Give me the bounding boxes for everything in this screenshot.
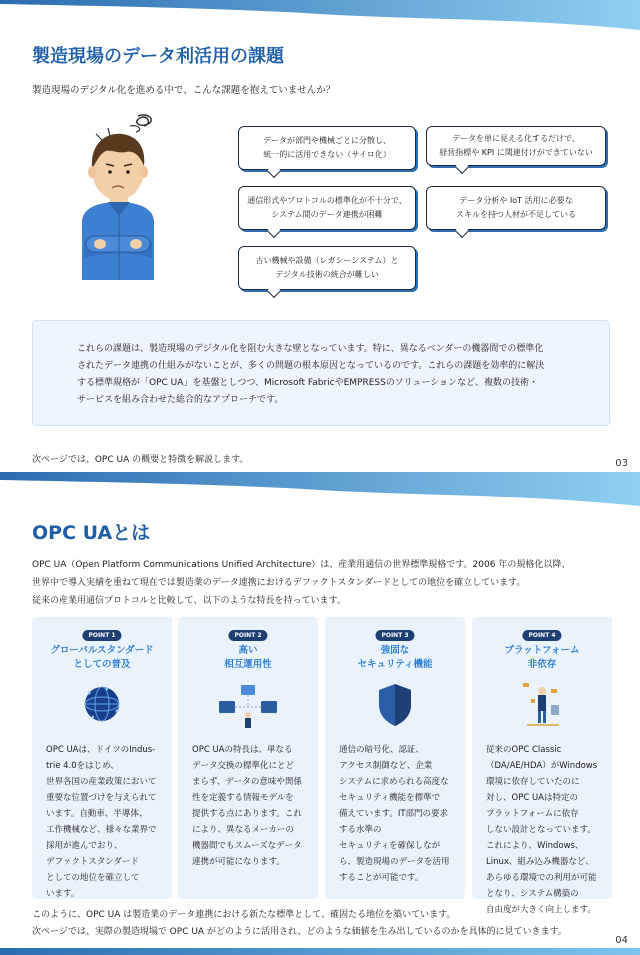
card-text-line: となり、システム構築の (486, 889, 579, 899)
point-badge: POINT 2 (228, 630, 267, 641)
card-title (472, 644, 612, 672)
point-card-4 (472, 617, 612, 915)
page-04 (0, 472, 640, 955)
bubble-line: データを単に見える化するだけで、 (452, 134, 580, 143)
card-text-line: により、異なるメーカーの (192, 825, 294, 835)
page-number: 03 (615, 458, 628, 469)
page-title: 製造現場のデータ利活用の課題 (32, 46, 284, 67)
card-text-line: することが可能です。 (339, 873, 424, 883)
card-text-line: セキュリティ機能を標準で (339, 793, 441, 803)
connected-devices-icon (213, 679, 283, 729)
bubble-line: 統一的に活用できない（サイロ化） (263, 150, 391, 159)
page-title: OPC UAとは (32, 522, 151, 544)
card-text-line: （DA/AE/HDA）がWindows (486, 761, 598, 771)
point-card-1 (32, 617, 172, 899)
issue-bubble-silo (238, 126, 416, 170)
card-text-line: OPC UAは、ドイツのIndus- (46, 745, 156, 755)
card-text-line: 重要な位置づけを与えられて (46, 793, 157, 803)
card-text-line: デファクトスタンダード (46, 857, 139, 867)
card-text-line: アクセス制御など、企業 (339, 761, 433, 771)
card-text-line: システムに求められる高度な (339, 777, 449, 787)
bubble-line: 古い機械や設備（レガシーシステム）と (255, 256, 399, 265)
header-wave (0, 472, 640, 512)
card-title (32, 644, 172, 672)
card-text-line: まらず、データの意味や関係 (192, 777, 302, 787)
next-page-note: 次ページでは、実際の製造現場で OPC UA がどのように活用され、どのような価値を生み出しているのかを具体的に見ていきます。 (32, 927, 567, 937)
card-text-line: しない設計となっています。 (486, 825, 596, 835)
card-text-line: セキュリティを確保しなが (339, 841, 441, 851)
issue-bubble-protocol (238, 186, 416, 230)
footer-bar (0, 948, 640, 955)
card-text-line: 通信の暗号化、認証、 (339, 745, 425, 755)
globe-icon (67, 679, 137, 729)
card-text-line: する水準の (339, 825, 382, 835)
intro-line: 従来の産業用通信プロトコルと比較して、以下のような特長を持っています。 (32, 596, 346, 606)
summary-line: これらの課題は、製造現場のデジタル化を阻む大きな壁となっています。特に、異なるベンダーの機器間での標準化 (77, 344, 544, 354)
next-page-note: 次ページでは、OPC UA の概要と特徴を解説します。 (32, 455, 249, 465)
summary-box (32, 320, 610, 426)
card-text-line: プラットフォームに依存 (486, 809, 579, 819)
card-title-line: プラットフォーム (504, 645, 580, 656)
summary-line: サービスを組み合わせた総合的なアプローチです。 (77, 395, 284, 405)
card-text-line: 提供する点にあります。これ (192, 809, 302, 819)
card-title-line: 高い (238, 645, 258, 656)
card-text-line: 工作機械など、様々な業界で (46, 825, 157, 835)
issue-bubble-kpi (426, 126, 606, 166)
bubble-line: 通信形式やプロトコルの標準化が不十分で、 (247, 196, 407, 205)
header-wave (0, 0, 640, 40)
card-text-line: 機器間でもスムーズなデータ (192, 841, 302, 851)
card-text-line: としての地位を確立して (46, 873, 140, 883)
platform-person-icon (507, 679, 577, 729)
card-text-line: います。自動車、半導体、 (46, 809, 148, 819)
card-text-line: Linux、組み込み機器など、 (486, 857, 594, 867)
bubble-line: 経営指標や KPI に関連付けができていない (439, 148, 593, 157)
card-text-line: これにより、Windows、 (486, 841, 584, 851)
bubble-line: データ分析や IoT 活用に必要な (459, 196, 573, 205)
lead-text: 製造現場のデジタル化を進める中で、こんな課題を抱えていませんか？ (32, 85, 336, 96)
point-card-3 (325, 617, 465, 899)
card-text-line: あらゆる環境での利用が可能 (486, 873, 597, 883)
card-text-line: 世界各国の産業政策において (46, 777, 157, 787)
card-text (486, 742, 606, 918)
card-title-line: としての普及 (73, 659, 131, 670)
summary-line: する標準規格が「OPC UA」を基盤としつつ、Microsoft FabricやEMPRESSのソリューションなど、複数の技術・ (77, 378, 539, 388)
card-text-line: データ交換の標準化にとど (192, 761, 295, 771)
shield-icon (360, 679, 430, 729)
card-title-line: 強固な (380, 645, 410, 656)
page-03 (0, 0, 640, 472)
card-text-line: 連携が可能になります。 (192, 857, 285, 867)
card-text-line: 自由度が大きく向上します。 (486, 905, 596, 915)
card-text-line: 備えています。IT部門の要求 (339, 809, 449, 819)
card-text-line: 従来のOPC Classic (486, 745, 562, 755)
card-text-line: 対し、OPC UAは特定の (486, 793, 578, 803)
bubble-line: システム間のデータ連携が困難 (271, 210, 383, 219)
card-title (325, 644, 465, 672)
card-text-line: 環境に依存していたのに (486, 777, 580, 787)
card-text (192, 742, 312, 870)
point-badge: POINT 3 (375, 630, 414, 641)
card-title-line: 非依存 (527, 659, 557, 670)
card-title-line: 相互運用性 (224, 659, 272, 670)
bubble-line: データが部門や機械ごとに分散し、 (263, 136, 391, 145)
card-text-line: OPC UAの特長は、単なる (192, 745, 293, 755)
card-text-line: います。 (46, 889, 80, 899)
card-text (46, 742, 166, 902)
bubble-line: スキルを持つ人材が不足している (456, 210, 576, 219)
page-number: 04 (615, 935, 628, 946)
card-text-line: ら、製造現場のデータを活用 (339, 857, 450, 867)
intro-line: 世界中で導入実績を重ねて現在では製造業のデータ連携におけるデファクトスタンダードとしての地位を確立しています。 (32, 578, 526, 588)
point-badge: POINT 1 (82, 630, 121, 641)
point-card-2 (178, 617, 318, 899)
bubble-line: デジタル技術の統合が難しい (275, 270, 379, 279)
card-text-line: trie 4.0をはじめ、 (46, 761, 119, 771)
conclusion-text: このように、OPC UA は製造業のデータ連携における新たな標準として、確固たる地位を築いています。 (32, 910, 456, 920)
intro-line: OPC UA（Open Platform Communications Unified Architecture）は、産業用通信の世界標準規格です。2006 年の規格化以降、 (32, 560, 571, 570)
issue-bubble-legacy (238, 246, 416, 290)
card-text (339, 742, 459, 886)
point-badge: POINT 4 (522, 630, 561, 641)
card-title-line: セキュリティ機能 (357, 659, 433, 670)
card-text-line: 採用が進んでおり、 (46, 841, 123, 851)
intro-text (32, 556, 622, 610)
card-title-line: グローバルスタンダード (50, 645, 154, 656)
card-title (178, 644, 318, 672)
worried-worker-illustration (78, 112, 190, 280)
card-text-line: 性を定義する情報モデルを (192, 793, 294, 803)
summary-line: されたデータ連携の仕組みがないことが、多くの問題の根本原因となっているのです。これらの課題を効率的に解決 (77, 361, 545, 371)
issue-bubble-skills (426, 186, 606, 230)
